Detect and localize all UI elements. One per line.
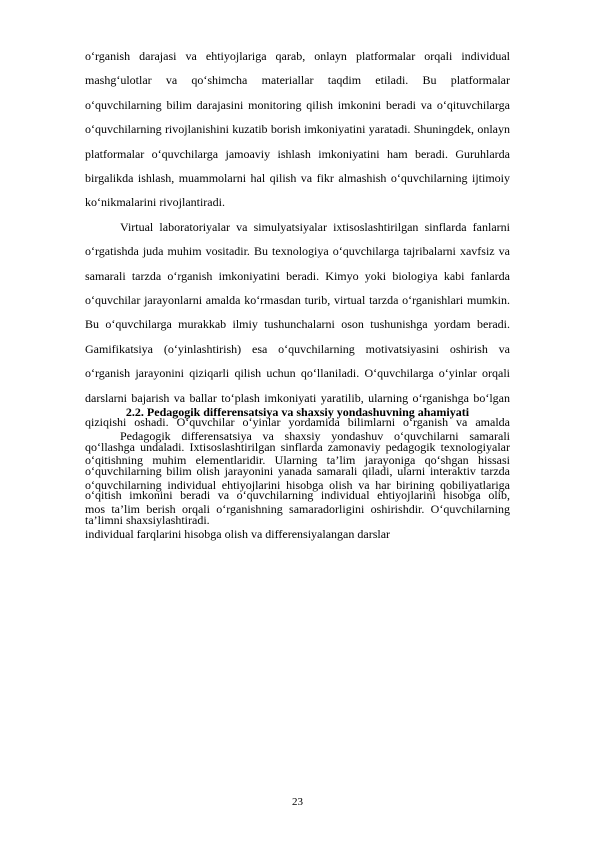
body-text-bottom bbox=[85, 424, 510, 546]
paragraph-virtual-labs: Virtual laboratoriyalar va simulyatsiyalar ixtisoslashtirilgan sinflarda fanlarni o‘rgatishda juda muhim vositadir. Bu texnologiya o‘quvchilarga tajribalarni xavfsiz va samarali tarzda o‘rganish imkoniyatini beradi. Kimyo yoki biologiya kabi fanlarda o‘quvchilar jarayonlarni amalda ko‘rmasdan turib, virtual tarzda o‘rganishlari mumkin. Bu o‘quvchilarga murakkab ilmiy tushunchalarni oson tushunishga yordam beradi. Gamifikatsiya (o‘yinlashtirish) esa o‘quvchilarning motivatsiyasini oshirish va o‘rganish jarayonini qiziqarli qilish uchun qo‘llaniladi. O‘quvchilarga o‘yinlar orqali darslarni bajarish va ballar to‘plash imkoniyati yaratilib, ularning o‘rganishga bo‘lgan qiziqishi oshadi. O‘quvchilar o‘yinlar yordamida bilimlarni o‘rganish va amalda qo‘llashga undaladi. Ixtisoslashtirilgan sinflarda zamonaviy pedagogik texnologiyalar o‘quvchilarning bilim olish jarayonini yanada samarali qiladi, ularni interaktiv tarzda o‘qitish imkonini beradi va o‘quvchilarning individual ehtiyojlarini hisobga olib, ta’limni shaxsiylashtiradi. bbox=[85, 219, 510, 527]
page-number: 23 bbox=[292, 796, 303, 808]
paragraph-continuation: o‘rganish darajasi va ehtiyojlariga qarab, onlayn platformalar orqali individual mashg‘ulotlar va qo‘shimcha materiallar taqdim etiladi. Bu platformalar o‘quvchilarning bilim darajasini monitoring qilish imkonini beradi va o‘qituvchilarga o‘quvchilarning rivojlanishini kuzatib borish imkoniyatini yaratadi. Shuningdek, onlayn platformalar o‘quvchilarga jamoaviy ishlash imkoniyatini ham beradi. Guruhlarda birgalikda ishlash, muammolarni hal qilish va fikr almashish o‘quvchilarning ijtimoiy ko‘nikmalarini rivojlantiradi. bbox=[85, 49, 510, 210]
paragraph-differentiation: Pedagogik differensatsiya va shaxsiy yondashuv o‘quvchilarni samarali o‘qitishning muhim elementlaridir. Ularning ta’lim jarayoniga qo‘shgan hissasi o‘quvchilarning individual ehtiyojlarini hisobga olish va har birining qobiliyatlariga mos ta’lim berish orqali o‘rganishning samaradorligini oshirishdir. O‘quvchilarning individual farqlarini hisobga olish va differensiyalangan darslar bbox=[85, 429, 510, 541]
section-heading: 2.2. Pedagogik differensatsiya va shaxsiy yondashuvning ahamiyati bbox=[125, 405, 470, 419]
